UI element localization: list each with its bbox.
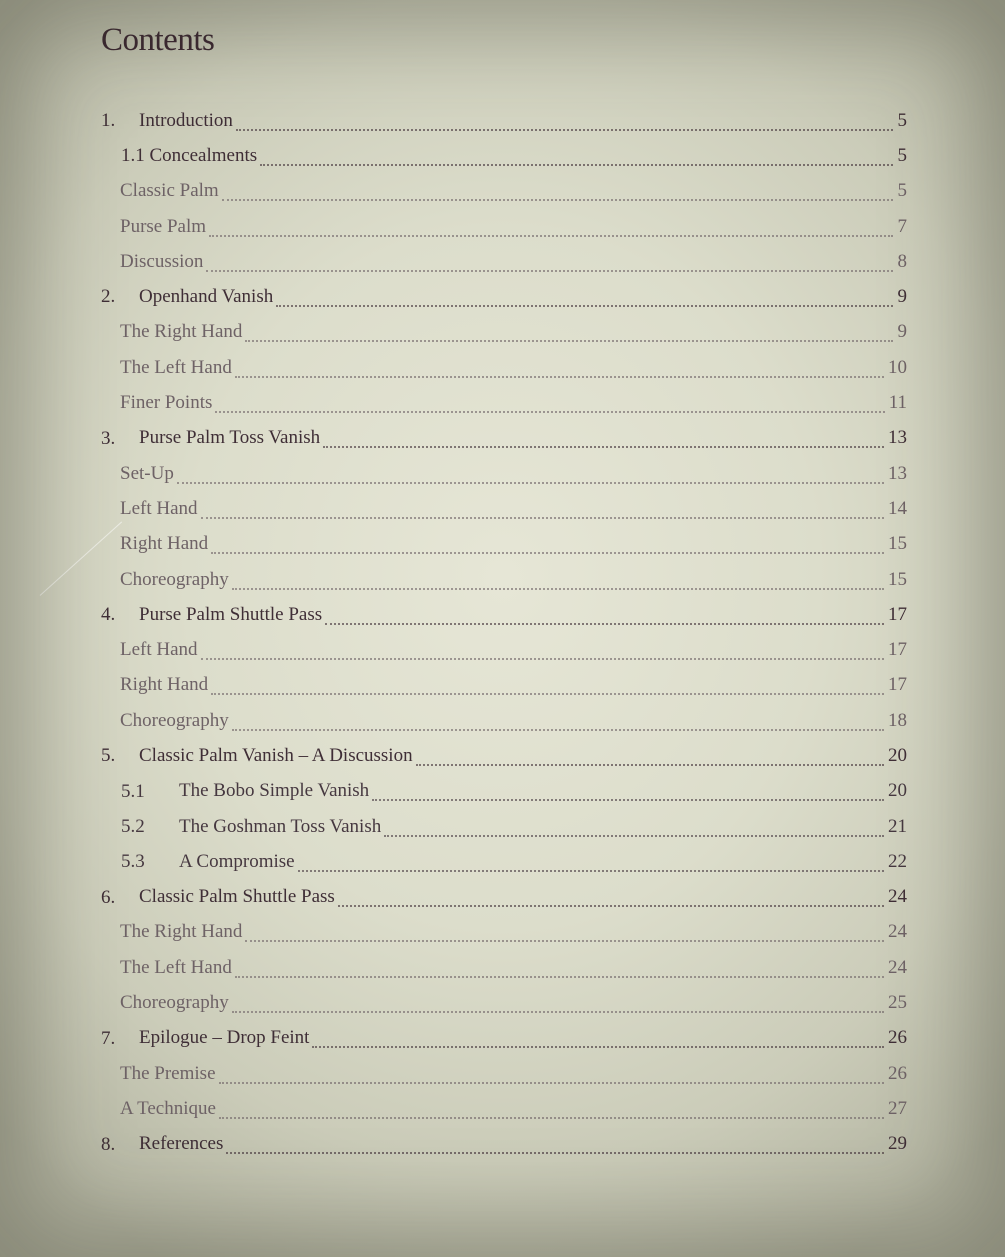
dot-leader [201,503,884,519]
toc-entry[interactable] [0,880,1005,915]
toc-entry-page-number: 11 [888,392,907,414]
toc-entry-page-number: 26 [888,1062,907,1084]
toc-entry[interactable] [0,703,1005,738]
toc-entry-page-number: 17 [888,603,907,625]
toc-entry-page-number: 24 [888,886,907,908]
toc-entry-page-number: 20 [888,744,907,766]
toc-entry-page-number: 10 [888,356,907,378]
dot-leader [298,856,884,872]
toc-entry-page-number: 24 [888,921,907,943]
toc-entry-page-number: 13 [888,427,907,449]
dot-leader [211,679,884,695]
dot-leader [236,115,893,131]
toc-entry-page-number: 15 [888,568,907,590]
toc-entry-number: 5.3 [121,851,145,873]
dot-leader [206,256,893,272]
toc-entry-page-number: 20 [888,780,907,802]
toc-entry-page-number: 5 [897,109,907,131]
toc-entry-page-number: 9 [897,321,907,343]
toc-entry-number: 6. [101,886,116,908]
dot-leader [232,997,884,1013]
dot-leader [232,574,884,590]
toc-entry[interactable] [0,103,1005,138]
toc-entry-page-number: 29 [888,1133,907,1155]
toc-entry-title: Purse Palm Toss Vanish [139,427,321,449]
toc-entry[interactable] [0,668,1005,703]
toc-entry-page-number: 5 [897,180,907,202]
toc-entry-page-number: 27 [888,1097,907,1119]
toc-entry-title: The Goshman Toss Vanish [179,815,382,837]
toc-entry-number: 5.2 [121,815,145,837]
dot-leader [325,609,884,625]
toc-entry[interactable] [0,950,1005,985]
toc-entry-title: The Left Hand [120,356,232,378]
toc-entry-title: The Left Hand [120,956,232,978]
toc-entry[interactable] [0,244,1005,279]
toc-entry[interactable] [0,632,1005,667]
toc-entry-page-number: 18 [888,709,907,731]
toc-entry-number: 3. [101,427,116,449]
toc-entry-page-number: 15 [888,533,907,555]
toc-entry-page-number: 7 [897,215,907,237]
toc-entry-title: The Bobo Simple Vanish [179,780,370,802]
toc-entry-title: A Technique [120,1097,216,1119]
toc-entry-title: Openhand Vanish [139,286,274,308]
dot-leader [235,962,884,978]
dot-leader [222,185,893,201]
toc-entry-number: 8. [101,1133,116,1155]
toc-entry-title: Set-Up [120,462,174,484]
toc-entry-number: 7. [101,1027,116,1049]
toc-entry[interactable] [0,315,1005,350]
toc-entry[interactable] [0,527,1005,562]
dot-leader [201,644,884,660]
dot-leader [245,926,884,942]
toc-entry-page-number: 5 [897,144,907,166]
toc-entry-page-number: 9 [897,286,907,308]
toc-entry-title: 1.1 Concealments [121,144,258,166]
toc-entry-page-number: 17 [888,674,907,696]
toc-entry[interactable] [0,738,1005,773]
toc-entry-number: 5. [101,745,116,767]
toc-entry-title: References [139,1133,224,1155]
toc-entry-title: Classic Palm Vanish – A Discussion [139,744,413,766]
dot-leader [215,397,884,413]
toc-entry-title: Left Hand [120,497,198,519]
dot-leader [260,150,893,166]
dot-leader [245,326,893,342]
toc-entry-title: The Right Hand [120,321,243,343]
toc-entry[interactable] [0,915,1005,950]
toc-entry-title: Discussion [120,250,204,272]
dot-leader [219,1068,884,1084]
toc-entry-title: Right Hand [120,533,209,555]
dot-leader [177,468,884,484]
table-of-contents [0,103,1005,1162]
dot-leader [276,291,893,307]
toc-entry-page-number: 26 [888,1027,907,1049]
toc-entry-page-number: 25 [888,992,907,1014]
toc-entry[interactable] [0,1127,1005,1162]
toc-entry-title: Epilogue – Drop Feint [139,1027,310,1049]
dot-leader [235,362,884,378]
toc-entry[interactable] [0,562,1005,597]
toc-entry[interactable] [0,774,1005,809]
toc-entry[interactable] [0,1056,1005,1091]
toc-entry-title: Purse Palm [120,215,207,237]
page-title: Contents [101,22,215,58]
dot-leader [226,1138,884,1154]
toc-entry-number: 4. [101,604,116,626]
toc-entry-title: Introduction [139,109,233,131]
toc-entry[interactable] [0,985,1005,1020]
toc-entry-page-number: 24 [888,956,907,978]
toc-entry-page-number: 17 [888,639,907,661]
toc-entry-title: Left Hand [120,639,198,661]
dot-leader [312,1032,884,1048]
toc-entry-page-number: 8 [897,250,907,272]
toc-entry-page-number: 21 [888,815,907,837]
toc-entry-title: Choreography [120,992,229,1014]
toc-entry-number: 2. [101,286,116,308]
toc-entry[interactable] [0,138,1005,173]
dot-leader [384,821,884,837]
toc-entry-page-number: 14 [888,497,907,519]
toc-entry[interactable] [0,456,1005,491]
toc-entry[interactable] [0,279,1005,314]
toc-entry[interactable] [0,350,1005,385]
toc-entry-title: Classic Palm Shuttle Pass [139,886,335,908]
toc-entry-title: Finer Points [120,392,213,414]
toc-entry[interactable] [0,809,1005,844]
toc-entry[interactable] [0,1091,1005,1126]
toc-entry[interactable] [0,1021,1005,1056]
toc-entry[interactable] [0,491,1005,526]
toc-entry[interactable] [0,844,1005,879]
dot-leader [209,221,893,237]
toc-entry-title: Purse Palm Shuttle Pass [139,603,323,625]
toc-entry-title: Right Hand [120,674,209,696]
toc-entry-title: The Premise [120,1062,216,1084]
dot-leader [211,538,884,554]
toc-entry-number: 5.1 [121,780,145,802]
toc-entry-number: 1. [101,110,116,131]
toc-entry[interactable] [0,597,1005,632]
dot-leader [232,715,884,731]
dot-leader [323,432,884,448]
toc-entry-title: A Compromise [179,850,295,872]
toc-entry-page-number: 22 [888,850,907,872]
toc-entry[interactable] [0,174,1005,209]
toc-entry-title: Classic Palm [120,180,219,202]
toc-entry[interactable] [0,385,1005,420]
dot-leader [372,785,884,801]
dot-leader [416,750,884,766]
toc-entry-title: Choreography [120,568,229,590]
toc-entry-page-number: 13 [888,462,907,484]
toc-entry-title: The Right Hand [120,921,243,943]
dot-leader [338,891,884,907]
toc-entry-title: Choreography [120,709,229,731]
toc-entry[interactable] [0,209,1005,244]
dot-leader [219,1103,884,1119]
toc-entry[interactable] [0,421,1005,456]
